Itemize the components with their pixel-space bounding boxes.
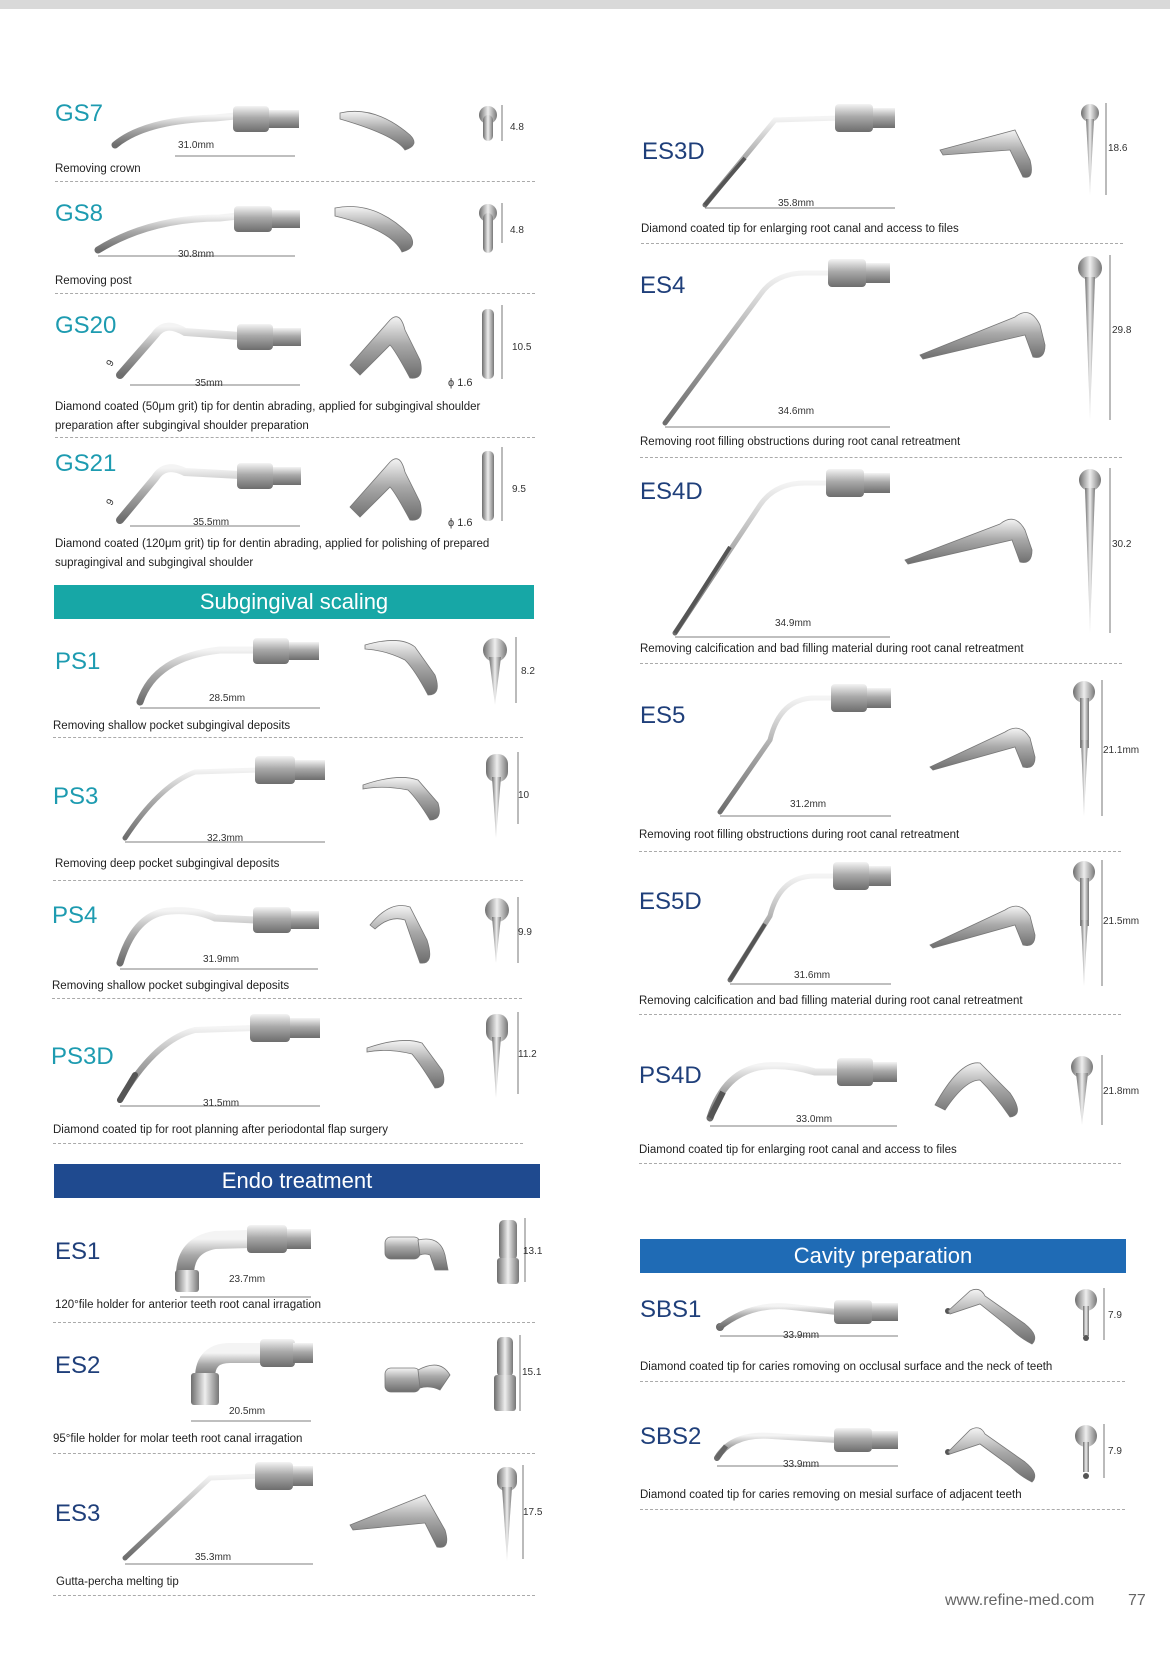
separator [640, 1509, 1125, 1510]
tip-code-ps4d: PS4D [639, 1062, 702, 1089]
tip-image-es4 [660, 255, 895, 430]
page-number: 77 [1128, 1592, 1146, 1609]
height-sbs1: 7.9 [1108, 1310, 1122, 1321]
height-es3: 17.5 [523, 1507, 543, 1518]
length-es3: 35.3mm [195, 1552, 232, 1563]
tip-angle-view-es4d [900, 510, 1050, 570]
separator [53, 1453, 535, 1454]
desc-es4: Removing root filling obstructions during root canal retreatment [640, 436, 961, 448]
desc-es2: 95°file holder for molar teeth root canal irragation [53, 1433, 303, 1445]
desc-gs7: Removing crown [55, 163, 141, 175]
footer-url[interactable]: www.refine-med.com [945, 1592, 1095, 1609]
length-es3d: 35.8mm [778, 198, 815, 209]
tip-image-gs7 [105, 100, 305, 160]
height-es3d: 18.6 [1108, 143, 1128, 154]
tip-code-gs21: GS21 [55, 450, 117, 477]
length-ps1: 28.5mm [209, 693, 246, 704]
tip-end-view-es4d [1078, 468, 1123, 638]
height-gs7: 4.8 [510, 122, 524, 133]
length-gs21: 35.5mm [193, 517, 230, 528]
tip-end-view-gs21 [478, 447, 508, 527]
tip-image-es5d [725, 858, 895, 988]
separator [640, 663, 1122, 664]
desc-gs20-line2: preparation after subgingival shoulder preparation [55, 420, 309, 432]
height-es1: 13.1 [523, 1246, 543, 1257]
tip-code-ps4: PS4 [52, 902, 98, 929]
height-gs21: 9.5 [512, 484, 526, 495]
separator [639, 1014, 1121, 1015]
section-banner-subgingival-scaling: Subgingival scaling [54, 585, 534, 619]
tip-code-ps1: PS1 [55, 648, 101, 675]
length-sbs2: 33.9mm [783, 1459, 820, 1470]
desc-es5d: Removing calcification and bad filling material during root canal retreatment [639, 995, 1023, 1007]
tip-angle-view-es2 [380, 1350, 455, 1405]
height-es4: 29.8 [1112, 325, 1132, 336]
tip-angle-view-es5 [925, 722, 1045, 772]
separator [53, 880, 523, 881]
desc-es3: Gutta-percha melting tip [56, 1576, 179, 1588]
separator [641, 243, 1123, 244]
separator [53, 1595, 535, 1596]
tip-angle-view-ps4 [365, 895, 450, 970]
tip-angle-view-sbs1 [940, 1286, 1050, 1346]
tip-angle-view-ps3 [358, 765, 453, 825]
separator [640, 457, 1122, 458]
desc-gs8: Removing post [55, 275, 132, 287]
tip-image-es1 [165, 1215, 315, 1300]
desc-gs21-line1: Diamond coated (120μm grit) tip for dentin abrading, applied for polishing of prepared [55, 538, 490, 550]
separator [55, 293, 535, 294]
height-sbs2: 7.9 [1108, 1446, 1122, 1457]
height-ps1: 8.2 [521, 666, 535, 677]
tip-angle-view-es3d [935, 125, 1045, 185]
side-length-gs21: 9 [104, 497, 117, 508]
height-es5d: 21.5mm [1103, 916, 1140, 927]
tip-angle-view-ps3d [362, 1028, 457, 1093]
height-es4d: 30.2 [1112, 539, 1132, 550]
separator [52, 998, 522, 999]
tip-image-es4d [670, 465, 895, 640]
height-ps3d: 11.2 [518, 1049, 537, 1060]
tip-code-sbs1: SBS1 [640, 1296, 702, 1323]
height-gs20: 10.5 [512, 342, 532, 353]
length-gs7: 31.0mm [178, 140, 215, 151]
tip-code-ps3: PS3 [53, 783, 99, 810]
tip-code-sbs2: SBS2 [640, 1423, 702, 1450]
tip-end-view-gs7 [478, 105, 508, 143]
desc-es3d: Diamond coated tip for enlarging root canal and access to files [641, 223, 959, 235]
tip-code-gs8: GS8 [55, 200, 104, 227]
tip-code-es3: ES3 [55, 1500, 101, 1527]
length-es5: 31.2mm [790, 799, 827, 810]
tip-angle-view-gs21 [345, 452, 435, 527]
desc-ps3: Removing deep pocket subgingival deposits [55, 858, 280, 870]
height-ps4: 9.9 [518, 927, 532, 938]
length-ps3d: 31.5mm [203, 1098, 240, 1109]
desc-sbs2: Diamond coated tip for caries removing on mesial surface of adjacent teeth [640, 1489, 1022, 1501]
height-ps4d: 21.8mm [1103, 1086, 1140, 1097]
tip-end-view-ps1 [482, 637, 522, 709]
tip-angle-view-gs8 [330, 200, 430, 255]
height-ps3: 10 [518, 790, 530, 801]
tip-angle-view-gs20 [345, 310, 435, 385]
tip-image-ps3d [115, 1010, 325, 1110]
tip-code-ps3d: PS3D [51, 1043, 114, 1070]
tip-code-es4d: ES4D [640, 478, 703, 505]
desc-sbs1: Diamond coated tip for caries romoving on occlusal surface and the neck of teeth [640, 1361, 1053, 1373]
tip-angle-view-es5d [925, 900, 1045, 950]
tip-end-view-gs20 [478, 305, 508, 385]
desc-es1: 120°file holder for anterior teeth root canal irragation [55, 1299, 322, 1311]
side-length-gs20: 9 [104, 358, 117, 369]
tip-code-es3d: ES3D [642, 138, 705, 165]
tip-image-ps3 [120, 750, 330, 845]
desc-es5: Removing root filling obstructions during root canal retreatment [639, 829, 960, 841]
length-sbs1: 33.9mm [783, 1330, 820, 1341]
height-es5: 21.1mm [1103, 745, 1140, 756]
length-ps3: 32.3mm [207, 833, 244, 844]
tip-code-es5d: ES5D [639, 888, 702, 915]
top-border [0, 0, 1170, 9]
tip-angle-view-sbs2 [940, 1422, 1050, 1482]
separator [639, 851, 1121, 852]
tip-code-es1: ES1 [55, 1238, 101, 1265]
separator [640, 1381, 1125, 1382]
length-gs20: 35mm [195, 378, 223, 389]
desc-ps3d: Diamond coated tip for root planning after periodontal flap surgery [53, 1124, 388, 1136]
tip-image-es3d [700, 100, 900, 210]
desc-gs20-line1: Diamond coated (50μm grit) tip for dentin abrading, applied for subgingival shoulder [55, 401, 481, 413]
separator [639, 1163, 1121, 1164]
length-ps4: 31.9mm [203, 954, 240, 965]
separator [55, 437, 535, 438]
tip-angle-view-ps1 [360, 635, 450, 700]
height-gs8: 4.8 [510, 225, 524, 236]
tip-angle-view-ps4d [930, 1055, 1035, 1125]
tip-end-view-gs8 [478, 203, 508, 258]
length-es4d: 34.9mm [775, 618, 812, 629]
desc-ps1: Removing shallow pocket subgingival deposits [53, 720, 291, 732]
tip-angle-view-es3 [345, 1485, 460, 1555]
diameter-gs20: ϕ 1.6 [448, 377, 473, 389]
desc-gs21-line2: supragingival and subgingival shoulder [55, 557, 254, 569]
length-es2: 20.5mm [229, 1406, 266, 1417]
desc-es4d: Removing calcification and bad filling material during root canal retreatment [640, 643, 1024, 655]
tip-code-gs20: GS20 [55, 312, 117, 339]
tip-code-es5: ES5 [640, 702, 686, 729]
separator [53, 1322, 535, 1323]
desc-ps4d: Diamond coated tip for enlarging root canal and access to files [639, 1144, 957, 1156]
length-es1: 23.7mm [229, 1274, 266, 1285]
tip-angle-view-gs7 [335, 105, 435, 155]
separator [53, 1143, 523, 1144]
length-gs8: 30.8mm [178, 249, 215, 260]
tip-angle-view-es1 [380, 1225, 455, 1275]
tip-end-view-es4 [1077, 255, 1122, 425]
diameter-gs21: ϕ 1.6 [448, 517, 473, 529]
section-banner-endo-treatment: Endo treatment [54, 1164, 540, 1198]
tip-code-gs7: GS7 [55, 100, 104, 127]
length-es5d: 31.6mm [794, 970, 831, 981]
separator [53, 737, 523, 738]
tip-code-es4: ES4 [640, 272, 686, 299]
length-es4: 34.6mm [778, 406, 815, 417]
height-es2: 15.1 [522, 1367, 542, 1378]
tip-angle-view-es4 [915, 305, 1060, 365]
desc-ps4: Removing shallow pocket subgingival deposits [52, 980, 290, 992]
section-banner-cavity-preparation: Cavity preparation [640, 1239, 1126, 1273]
length-ps4d: 33.0mm [796, 1114, 833, 1125]
tip-code-es2: ES2 [55, 1352, 101, 1379]
separator [55, 181, 535, 182]
